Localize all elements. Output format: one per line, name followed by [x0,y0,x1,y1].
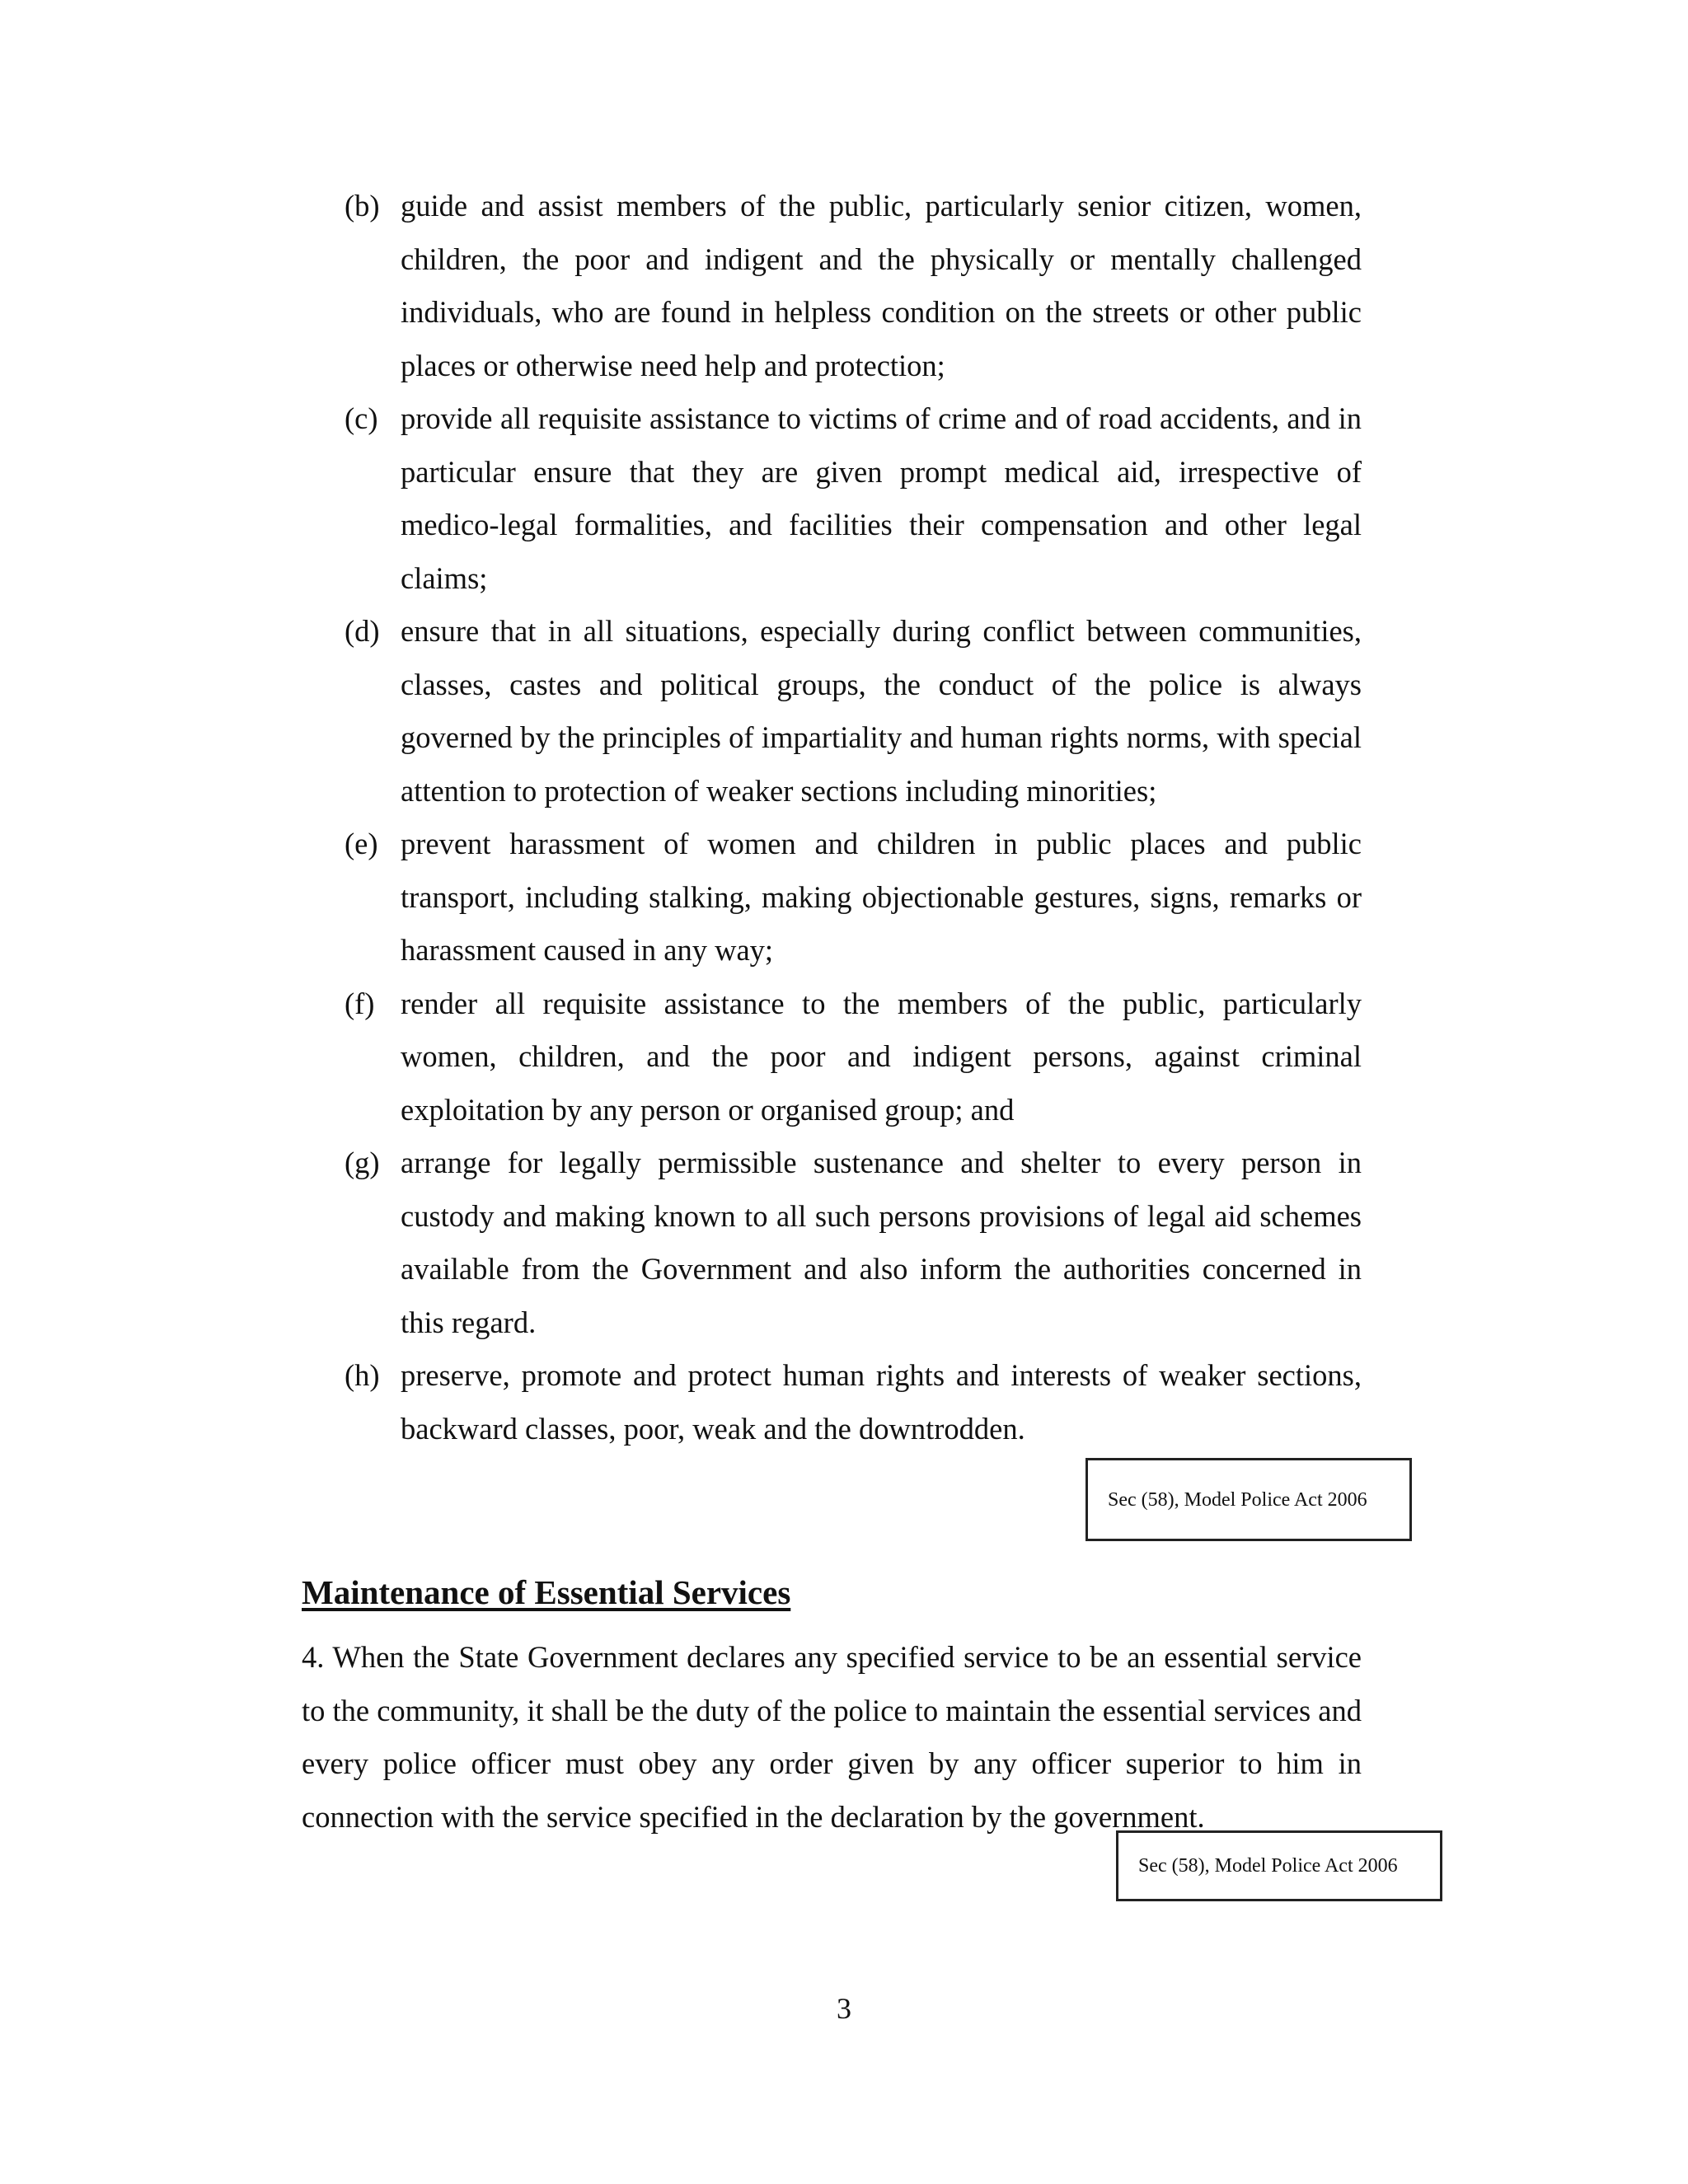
list-marker: (c) [345,401,378,435]
section-heading: Maintenance of Essential Services [302,1573,791,1611]
list-marker: (d) [345,614,380,648]
list-item [345,818,1362,977]
list-marker: (b) [345,189,380,223]
reference-text: Sec (58), Model Police Act 2006 [1138,1855,1398,1877]
list-item [345,605,1362,818]
list-item-text: provide all requisite assistance to victims of crime and of road accidents, and in particular ensure that they are given prompt medical aid, irrespective of medico-legal formalities, and facilities their compensation and other legal claims; [401,401,1362,595]
list-item-text: ensure that in all situations, especially during conflict between communities, classes, castes and political groups, the conduct of the police is always governed by the principles of impartiality and human rights norms, with special attention to protection of weaker sections including minorities; [401,614,1362,808]
list-item [345,392,1362,605]
list-item-text: render all requisite assistance to the members of the public, particularly women, children, and the poor and indigent persons, against criminal exploitation by any person or organised group; and [401,986,1362,1127]
section-paragraph: 4. When the State Government declares any specified service to be an essential service to the community, it shall be the duty of the police to maintain the essential services and every police officer must obey any order given by any officer superior to him in connection with the service specified in the declaration by the government. [302,1640,1362,1834]
list-marker: (h) [345,1358,380,1392]
list-item [345,977,1362,1137]
list-item [345,180,1362,392]
list-marker: (g) [345,1146,380,1179]
reference-box [1085,1458,1412,1541]
list-item-text: arrange for legally permissible sustenance and shelter to every person in custody and making known to all such persons provisions of legal aid schemes available from the Government and also inform the authorities concerned in this regard. [401,1146,1362,1339]
reference-box [1116,1830,1442,1901]
list-item-text: prevent harassment of women and children in public places and public transport, including stalking, making objectionable gestures, signs, remarks or harassment caused in any way; [401,827,1362,967]
list-marker: (e) [345,827,378,860]
list-item-text: preserve, promote and protect human rights and interests of weaker sections, backward classes, poor, weak and the downtrodden. [401,1358,1362,1446]
list-item [345,1137,1362,1349]
list-item [345,1349,1362,1455]
list-item-text: guide and assist members of the public, particularly senior citizen, women, children, the poor and indigent and the physically or mentally challenged individuals, who are found in helpless condition on the streets or other public places or otherwise need help and protection; [401,189,1362,382]
list-marker: (f) [345,986,375,1020]
reference-text: Sec (58), Model Police Act 2006 [1108,1488,1367,1511]
duties-list [345,180,1362,1455]
page-number: 3 [837,1992,851,2025]
